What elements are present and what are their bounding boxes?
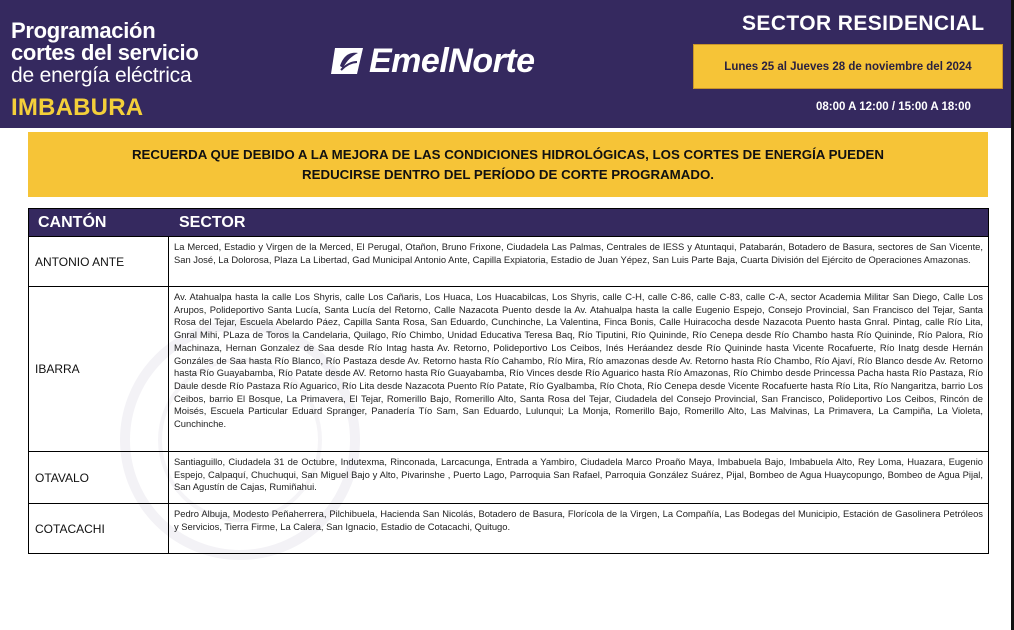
- table-row: [29, 451, 988, 503]
- canton-cell: IBARRA: [29, 287, 169, 451]
- outage-hours: 08:00 A 12:00 / 15:00 A 18:00: [816, 101, 971, 113]
- table-row: [29, 503, 988, 553]
- title-line-2: cortes del servicio: [11, 40, 199, 65]
- logo-mark-icon: [331, 46, 365, 76]
- logo-wordmark: EmelNorte: [369, 42, 535, 80]
- emelnorte-logo: [331, 43, 535, 79]
- outage-table: [28, 208, 989, 554]
- date-range: Lunes 25 al Jueves 28 de noviembre del 2024: [724, 60, 972, 73]
- schedule-title: [11, 20, 241, 87]
- header-sector: SECTOR: [179, 213, 246, 231]
- canton-cell: ANTONIO ANTE: [29, 237, 169, 286]
- notice-text: RECUERDA QUE DEBIDO A LA MEJORA DE LAS CONDICIONES HIDROLÓGICAS, LOS CORTES DE ENERGÍA PUEDEN REDUCIRSE DENTRO DEL PERÍODO DE CORTE PROGRAMADO.: [131, 146, 885, 182]
- table-row: [29, 236, 988, 286]
- sector-cell: La Merced, Estadio y Virgen de la Merced, El Perugal, Otañon, Bruno Frixone, Ciudadela Las Palmas, Centrales de IESS y Atuntaqui, Patabarán, Botadero de Basura, sectores de San Vicente, San José, La Dolorosa, Plaza La Libertad, Gad Municipal Antonio Ante, Capilla Expiatoria, Estadio de Juan Yépez, San Luis Parte Baja, Cuarta División del Ejército de Operaciones Amazonas.: [174, 241, 983, 265]
- table-row: [29, 286, 988, 451]
- header-banner: [0, 0, 1014, 128]
- sector-title: SECTOR RESIDENCIAL: [742, 12, 985, 35]
- table-header: [29, 209, 988, 236]
- canton-cell: OTAVALO: [29, 452, 169, 503]
- notice-banner: [28, 132, 988, 197]
- sector-cell: Pedro Albuja, Modesto Peñaherrera, Pilchibuela, Hacienda San Nicolás, Botadero de Basura, Florícola de la Virgen, La Compañía, Las Bodegas del Municipio, Estación de Gasolinera Petróleos y Servicios, Tierra Firme, La Calera, San Ignacio, Estadio de Cotacachi, Quitugo.: [174, 508, 983, 532]
- title-line-1: Programación: [11, 18, 156, 43]
- province-name: IMBABURA: [11, 94, 144, 121]
- canton-cell: COTACACHI: [29, 504, 169, 553]
- date-range-box: [693, 44, 1003, 89]
- header-canton: CANTÓN: [38, 213, 107, 231]
- sector-cell: Santiaguillo, Ciudadela 31 de Octubre, Indutexma, Rinconada, Larcacunga, Entrada a Yambiro, Ciudadela Marco Proaño Maya, Imbabuela Bajo, Imbabuela Alto, Rey Loma, Huazara, Eugenio Espejo, Calpaquí, Chuchuqui, San Miguel Bajo y Alto, Pivarinshe , Puerto Lago, Parroquia San Rafael, Parroquia González Suárez, Pijal, Bombeo de Agua Huaycopungo, Bombeo de Agua Pijal, San Agustín de Cajas, Rumiñahui.: [174, 456, 983, 493]
- title-line-3: de energía eléctrica: [11, 64, 192, 87]
- sector-cell: Av. Atahualpa hasta la calle Los Shyris, calle Los Cañaris, Los Huaca, Los Huacabilcas, Los Shyris, calle C-H, calle C-86, calle C-83, calle C-A, sector Academia Militar San Diego, Calle Los Arupos, Polideportivo Santa Lucía, Santa Lucía del Retorno, Calle Nazacota Puento desde la Av. Atahualpa hasta la calle Eugenio Espejo, Consejo Provincial, San Francisco del Tejar, Santa Rosa del Tejar, Escuela Abelardo Páez, Capilla Santa Rosa, San Eduardo, Cunchinche, La Valentina, Finca Bonis, Calle Huiracocha desde Nazacota Puento hasta Gnral. Pintag, calle Río Lita, Gnral Mihi, PLaza de Toros la Candelaria, Quilago, Río Chimbo, Unidad Educativa Teresa Baq, Río Tiputini, Río Quininde, Río Cenepa desde Río Chambo hasta Río Quininde, Río Palora, Río Machinaza, Hernan Gonzalez de Saa desde Río Intag hasta Av. Retorno, Polideportivo Los Ceibos, Inés Heráandez desde Río Quininde hasta Vicente Rocafuerte, Río Inatg desde Hernán Gonzáles de Saa hasta Río Blanco, Río Pastaza desde Av. Retorno hasta Río Cahambo, Río Mira, Río amazonas desde Av. Retorno hasta Río Chambo, Río Ajaví, Río Blanco desde Av. Retorno hasta Río Guayabamba, Río Patate desde AV. Retorno hasta Río Guayabamba, Río Vinces desde Río Aguarico hasta Río Amazonas, Río Chimbo desde Princessa Pacha hasta Río Pastaza, Río Daule desde Río Pastaza Río Aguarico, Río Lita desde Nazacota Puento Río Patate, Río Gyalbamba, Río Chota, Río Cenepa desde Vicente Rocafuerte hasta Río Lita, Río Nangaritza, barrio Los Ceibos, barrio El Bosque, La Primavera, El Tejar, Romerillo Bajo, Romerillo Alto, Santa Rosa del Tejar, Ciudadela del Consejo Provincial, San Francisco, Polideportivo Los Ceibos, Rincón de Moisés, Escuela Particular Eduard Spranger, Panadería Tío Sam, San Eduardo, Lulunqui; La Monja, Romerillo Bajo, Romerillo Alto, Las Malvinas, La Primavera, La Campiña, La Violeta, Cunchinche.: [174, 291, 983, 430]
